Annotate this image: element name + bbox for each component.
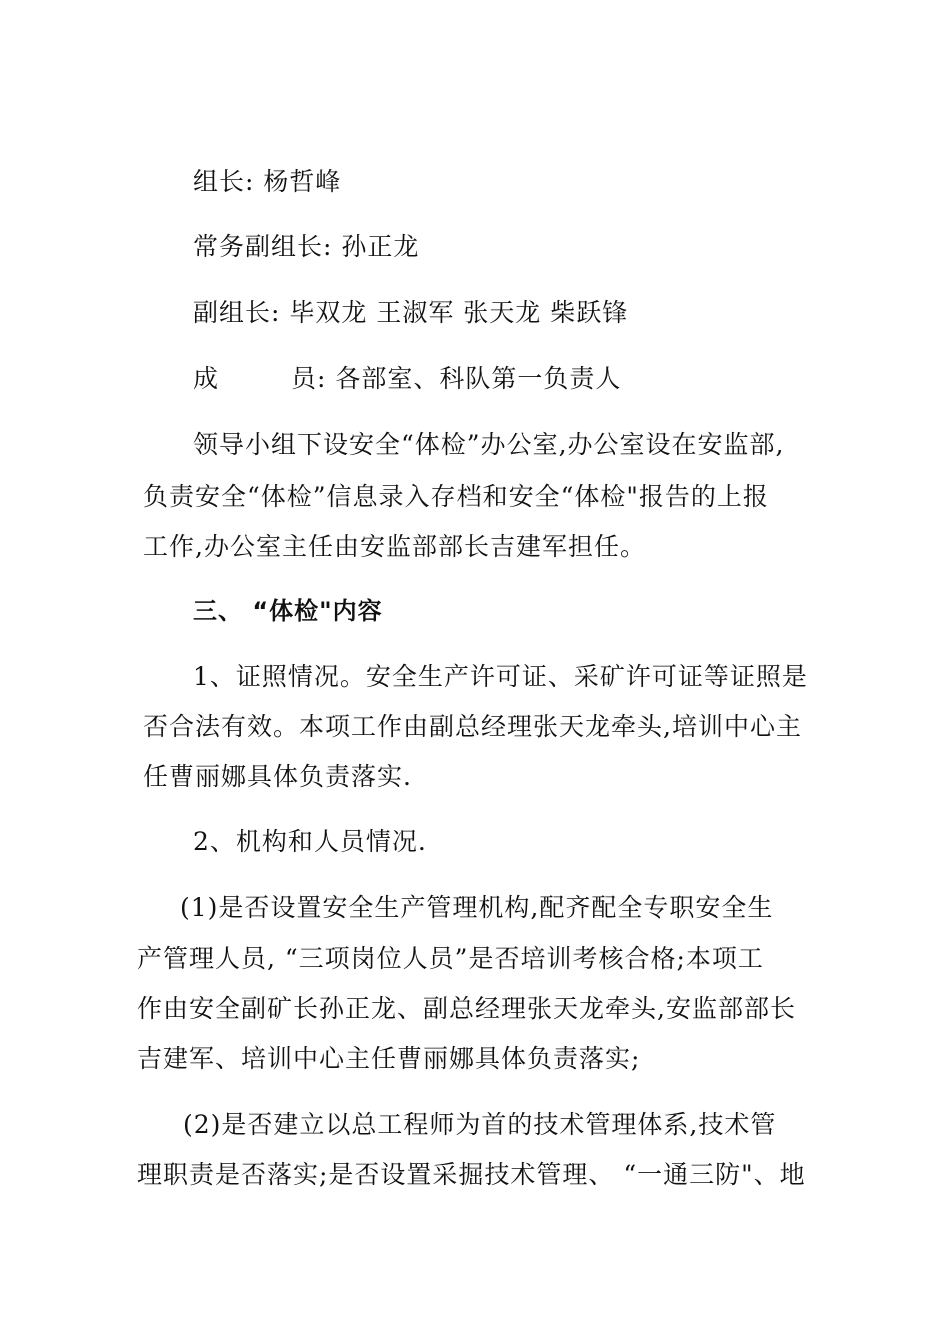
members-label-a: 成 [193, 364, 220, 393]
leader-line: 组长: 杨哲峰 [193, 167, 342, 196]
office-paragraph-line-3: 工作,办公室主任由安监部部长吉建军担任。 [143, 532, 646, 561]
sub-item-2-line-2: 理职责是否落实;是否设置采掘技术管理、 “一通三防"、地 [137, 1160, 806, 1189]
members-label-b: 员: 各部室、科队第一负责人 [291, 364, 622, 393]
section-3-heading: 三、 “体检"内容 [193, 597, 383, 625]
office-paragraph-line-1: 领导小组下设安全“体检”办公室,办公室设在安监部, [193, 430, 785, 459]
sub-item-1-line-4: 吉建军、培训中心主任曹丽娜具体负责落实; [137, 1044, 641, 1073]
item-1-line-2: 否合法有效。本项工作由副总经理张天龙牵头,培训中心主 [143, 712, 802, 741]
members-line [193, 362, 621, 396]
item-1-line-1: 1、证照情况。安全生产许可证、采矿许可证等证照是 [193, 662, 808, 691]
sub-item-1-line-1: (1)是否设置安全生产管理机构,配齐配全专职安全生 [180, 893, 774, 922]
office-paragraph-line-2: 负责安全“体检”信息录入存档和安全“体检"报告的上报 [143, 482, 769, 511]
exec-deputy-line: 常务副组长: 孙正龙 [193, 232, 420, 261]
item-2-line: 2、机构和人员情况. [193, 827, 427, 856]
item-1-line-3: 任曹丽娜具体负责落实. [143, 762, 412, 791]
sub-item-1-line-3: 作由安全副矿长孙正龙、副总经理张天龙牵头,安监部部长 [137, 994, 796, 1023]
sub-item-1-line-2: 产管理人员, “三项岗位人员”是否培训考核合格;本项工 [137, 944, 764, 973]
sub-item-2-line-1: (2)是否建立以总工程师为首的技术管理体系,技术管 [183, 1110, 777, 1139]
deputies-line: 副组长: 毕双龙 王淑军 张天龙 柴跃锋 [193, 298, 629, 327]
